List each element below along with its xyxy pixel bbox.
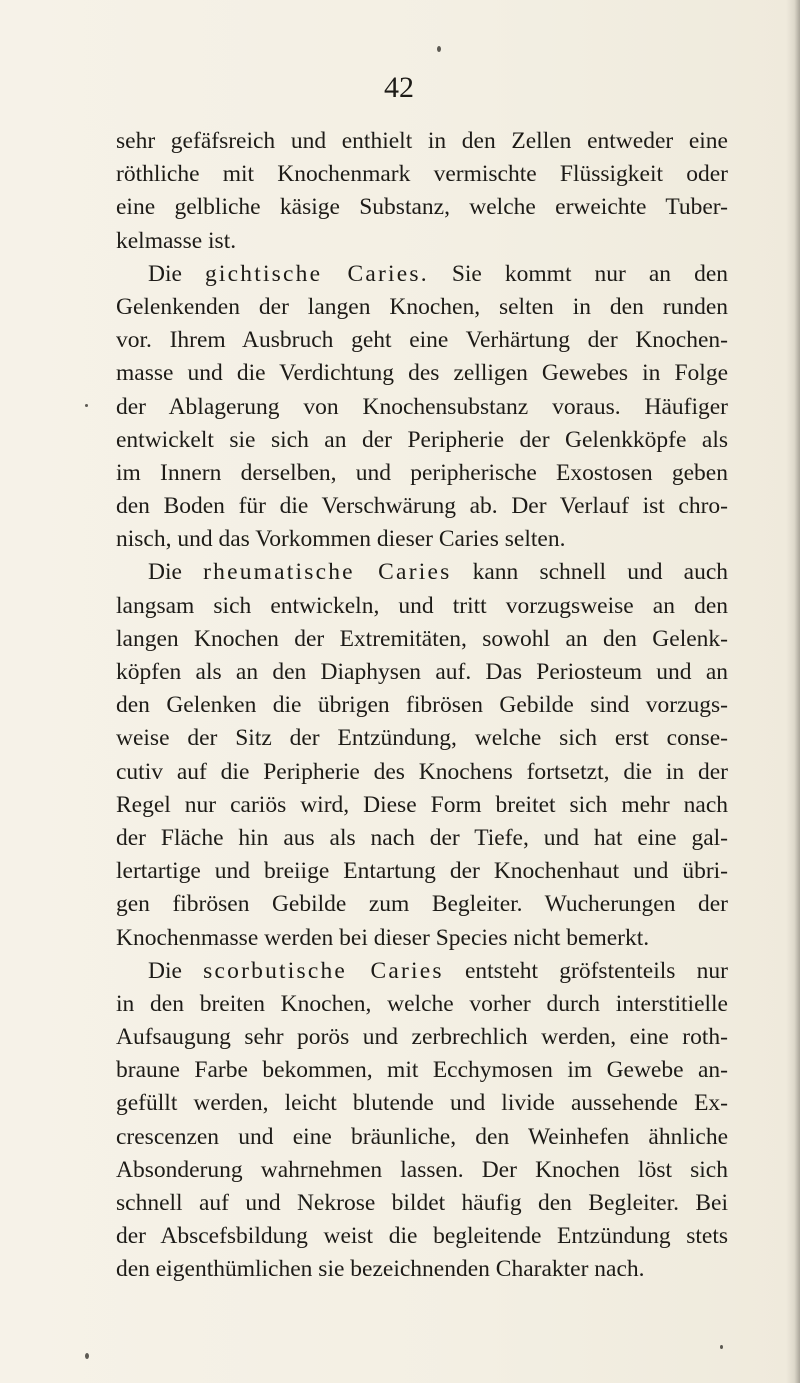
page-number: 42 bbox=[384, 71, 414, 104]
text-line: braune Farbe bekommen, mit Ecchymosen im Gewebe an- bbox=[116, 1057, 728, 1084]
text-line: köpfen als an den Diaphysen auf. Das Periosteum und an bbox=[116, 659, 728, 685]
text-line bbox=[116, 258, 728, 291]
text-line: crescenzen und eine bräunliche, den Weinhefen ähnliche bbox=[116, 1123, 728, 1150]
text-line: entwickelt sie sich an der Peripherie der Gelenkköpfe als bbox=[116, 426, 728, 453]
text-line: langen Knochen der Extremitäten, sowohl an den Gelenk- bbox=[116, 625, 728, 652]
text-line: Gelenkenden der langen Knochen, selten in den runden bbox=[116, 293, 728, 320]
text-line: schnell auf und Nekrose bildet häufig den Begleiter. Bei bbox=[116, 1190, 728, 1216]
spaced-heading: scorbutische Caries bbox=[203, 957, 444, 984]
text-line: lertartige und breiige Entartung der Knochenhaut und übri- bbox=[116, 858, 728, 885]
spaced-heading: gichtische Caries. bbox=[204, 260, 429, 287]
text-line: der Ablagerung von Knochensubstanz voraus. Häufiger bbox=[116, 393, 728, 420]
text-line: röthliche mit Knochenmark vermischte Flüssigkeit oder bbox=[116, 161, 728, 188]
paragraph bbox=[116, 125, 728, 258]
text-line: vor. Ihrem Ausbruch geht eine Verhärtung der Knochen- bbox=[116, 327, 728, 354]
text-line: im Innern derselben, und peripherische Exostosen geben bbox=[116, 459, 728, 486]
text-line bbox=[116, 955, 728, 988]
text-line: cutiv auf die Peripherie des Knochens fortsetzt, die in der bbox=[116, 758, 728, 785]
text-line: sehr gefäfsreich und enthielt in den Zellen entweder eine bbox=[116, 128, 728, 154]
paragraph bbox=[116, 258, 728, 557]
text-line bbox=[116, 556, 728, 589]
ink-speck bbox=[85, 404, 88, 407]
text-line: langsam sich entwickeln, und tritt vorzugsweise an den bbox=[116, 592, 728, 619]
paragraph bbox=[116, 556, 728, 954]
text-line: kelmasse ist. bbox=[116, 227, 237, 254]
text-line: den eigenthümlichen sie bezeichnenden Charakter nach. bbox=[116, 1256, 645, 1283]
text-line: gen fibrösen Gebilde zum Begleiter. Wucherungen der bbox=[116, 891, 728, 918]
spaced-heading: rheumatische Caries bbox=[203, 559, 452, 586]
ink-speck bbox=[85, 1353, 89, 1359]
body-text bbox=[116, 125, 728, 1287]
text-line: Absonderung wahrnehmen lassen. Der Knochen löst sich bbox=[116, 1156, 728, 1183]
text-line: den Gelenken die übrigen fibrösen Gebilde sind vorzugs- bbox=[116, 692, 728, 719]
text-line: in den breiten Knochen, welche vorher durch interstitielle bbox=[116, 990, 728, 1017]
line-rest: kann schnell und auch bbox=[451, 559, 728, 586]
text-line: eine gelbliche käsige Substanz, welche erweichte Tuber- bbox=[116, 194, 728, 221]
ink-speck bbox=[437, 46, 441, 52]
text-line: masse und die Verdichtung des zelligen Gewebes in Folge bbox=[116, 360, 728, 387]
text-line: den Boden für die Verschwärung ab. Der Verlauf ist chro- bbox=[116, 493, 728, 520]
text-line: gefüllt werden, leicht blutende und livide aussehende Ex- bbox=[116, 1090, 728, 1117]
text-line: nisch, und das Vorkommen dieser Caries selten. bbox=[116, 526, 566, 553]
ink-speck bbox=[720, 1345, 723, 1349]
text-line: der Abscefsbildung weist die begleitende Entzündung stets bbox=[116, 1223, 728, 1250]
line-lead: Die bbox=[148, 559, 204, 586]
page-edge-shadow bbox=[786, 0, 800, 1383]
text-line: weise der Sitz der Entzündung, welche sich erst conse- bbox=[116, 725, 728, 752]
line-lead: Die bbox=[148, 957, 204, 984]
line-rest: entsteht gröfstenteils nur bbox=[443, 957, 729, 984]
paragraph bbox=[116, 955, 728, 1287]
text-line: der Fläche hin aus als nach der Tiefe, und hat eine gal- bbox=[116, 824, 728, 851]
line-lead: Die bbox=[148, 260, 205, 287]
text-line: Knochenmasse werden bei dieser Species nicht bemerkt. bbox=[116, 924, 650, 951]
text-line: Aufsaugung sehr porös und zerbrechlich werden, eine roth- bbox=[116, 1024, 728, 1051]
text-line: Regel nur cariös wird, Diese Form breitet sich mehr nach bbox=[116, 791, 728, 818]
line-rest: Sie kommt nur an den bbox=[428, 260, 728, 287]
